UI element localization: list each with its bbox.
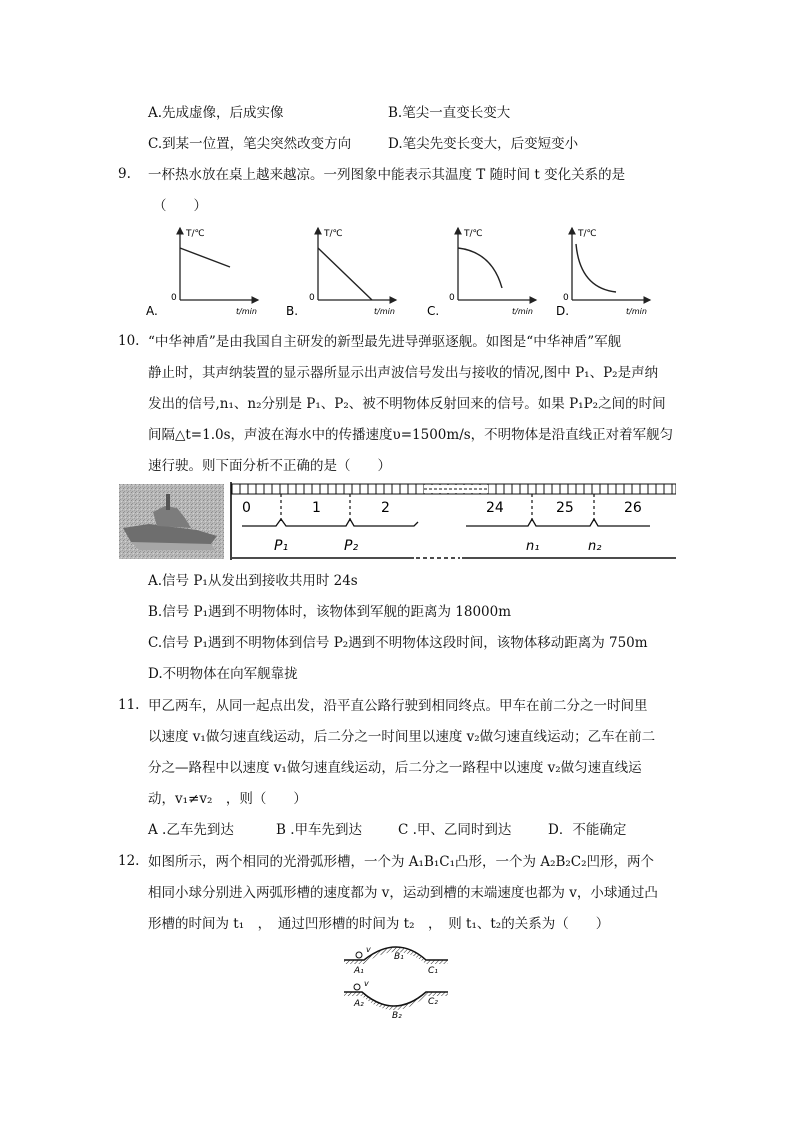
q8-option-b: B.笔尖一直变长变大 [388, 105, 511, 121]
fig-label-c2: C₂ [428, 997, 438, 1007]
graph-c [427, 228, 536, 318]
signal-label-n2: n₂ [588, 539, 602, 554]
q10-line-3: 发出的信号,n₁、n₂分别是 P₁、P₂、被不明物体反射回来的信号。如果 P₁P₂之间的时间 [148, 396, 666, 412]
graph-b-curve [318, 248, 372, 300]
graph-d-xlabel: t/min [626, 307, 647, 316]
q9-answer-blank: （ ） [153, 198, 207, 214]
graph-b-ylabel: T/℃ [324, 229, 343, 239]
fig-label-v1: v [366, 945, 371, 954]
q9-stem: 一杯热水放在桌上越来越凉。一列图象中能表示其温度 T 随时间 t 变化关系的是 [148, 167, 626, 183]
q11-line-1: 甲乙两车，从同一起点出发，沿平直公路行驶到相同终点。甲车在前二分之一时间里 [148, 698, 648, 714]
scale-label-1: 1 [312, 500, 321, 516]
fig-label-c1: C₁ [428, 966, 438, 976]
graph-d [556, 228, 650, 318]
graph-c-curve [458, 248, 502, 288]
graph-b-xlabel: t/min [374, 307, 395, 316]
graph-c-xlabel: t/min [512, 307, 533, 316]
graph-c-ylabel: T/℃ [464, 229, 483, 239]
q12-number: 12. [118, 853, 140, 869]
q8-option-c: C.到某一位置，笔尖突然改变方向 [148, 136, 352, 152]
scale-label-2: 2 [381, 500, 390, 516]
signal-trace-right [466, 519, 650, 526]
q10-number: 10. [118, 333, 140, 349]
graph-d-curve [576, 244, 616, 292]
graph-c-origin: 0 [449, 293, 455, 303]
fig-label-a2: A₂ [354, 999, 364, 1009]
q12-line-3: 形槽的时间为 t₁ ， 通过凹形槽的时间为 t₂ ， 则 t₁、t₂的关系为（ ） [148, 916, 610, 932]
graph-b-origin: 0 [309, 293, 315, 303]
warship-photo [119, 484, 224, 559]
sonar-display [228, 482, 676, 562]
q11-option-b: B .甲车先到达 [276, 822, 363, 838]
q11-line-2: 以速度 v₁做匀速直线运动，后二分之一时间里以速度 v₂做匀速直线运动；乙车在前二 [148, 729, 656, 745]
scale-label-24: 24 [486, 500, 504, 516]
fig-label-b1: B₁ [394, 952, 404, 962]
q10-option-c: C.信号 P₁遇到不明物体到信号 P₂遇到不明物体这段时间，该物体移动距离为 750m [148, 635, 648, 651]
q11-line-3: 分之—路程中以速度 v₁做匀速直线运动，后二分之一路程中以速度 v₂做匀速直线运 [148, 760, 642, 776]
q9-number: 9. [118, 166, 131, 182]
scale-label-26: 26 [624, 500, 642, 516]
graph-c-letter: C. [427, 304, 440, 318]
graph-b-letter: B. [286, 304, 299, 318]
q10-line-1: “中华神盾”是由我国自主研发的新型最先进导弹驱逐舰。如图是“中华神盾”军舰 [148, 334, 622, 350]
arc-grooves-figure [340, 940, 455, 1022]
signal-label-p1: P₁ [274, 538, 289, 554]
graph-a-origin: 0 [171, 293, 177, 303]
q11-option-c: C .甲、乙同时到达 [398, 822, 512, 838]
q10-line-5: 速行驶。则下面分析不正确的是（ ） [148, 458, 391, 474]
q8-option-a: A.先成虚像，后成实像 [148, 105, 284, 121]
q12-line-2: 相同小球分别进入两弧形槽的速度都为 v，运动到槽的末端速度也都为 v，小球通过凸 [148, 885, 658, 901]
graph-d-origin: 0 [563, 293, 569, 303]
fig-label-v2: v [364, 979, 369, 988]
fig-label-b2: B₂ [392, 1011, 402, 1021]
graph-a-xlabel: t/min [236, 307, 257, 316]
graph-d-letter: D. [556, 304, 570, 318]
q10-option-a: A.信号 P₁从发出到接收共用时 24s [148, 573, 358, 589]
graph-a-curve [180, 248, 230, 267]
q10-option-b: B.信号 P₁遇到不明物体时，该物体到军舰的距离为 18000m [148, 604, 512, 620]
q8-option-d: D.笔尖先变长变大，后变短变小 [388, 136, 579, 152]
q10-line-2: 静止时，其声纳装置的显示器所显示出声波信号发出与接收的情况,图中 P₁、P₂是声纳 [148, 365, 659, 381]
graph-b [286, 228, 396, 318]
scale-label-0: 0 [242, 500, 251, 516]
graph-a-ylabel: T/℃ [186, 229, 205, 239]
q10-option-d: D.不明物体在向军舰靠拢 [148, 666, 298, 682]
graph-a [146, 228, 258, 318]
q11-option-a: A .乙车先到达 [148, 822, 234, 838]
graph-a-letter: A. [146, 304, 158, 318]
scale-label-25: 25 [556, 500, 574, 516]
q9-graphs [140, 222, 680, 322]
signal-label-n1: n₁ [526, 539, 540, 554]
q12-line-1: 如图所示，两个相同的光滑弧形槽，一个为 A₁B₁C₁凸形，一个为 A₂B₂C₂凹形，两个 [148, 854, 655, 870]
q11-line-4: 动，v₁≠v₂ ，则（ ） [148, 791, 307, 807]
graph-d-ylabel: T/℃ [578, 229, 597, 239]
signal-trace-left [242, 519, 418, 526]
q11-number: 11. [118, 697, 140, 713]
q10-line-4: 间隔△t=1.0s，声波在海水中的传播速度υ=1500m/s，不明物体是沿直线正对着军舰匀 [148, 427, 674, 443]
signal-label-p2: P₂ [344, 538, 359, 554]
q11-option-d: D．不能确定 [548, 822, 627, 838]
fig-label-a1: A₁ [354, 966, 364, 976]
